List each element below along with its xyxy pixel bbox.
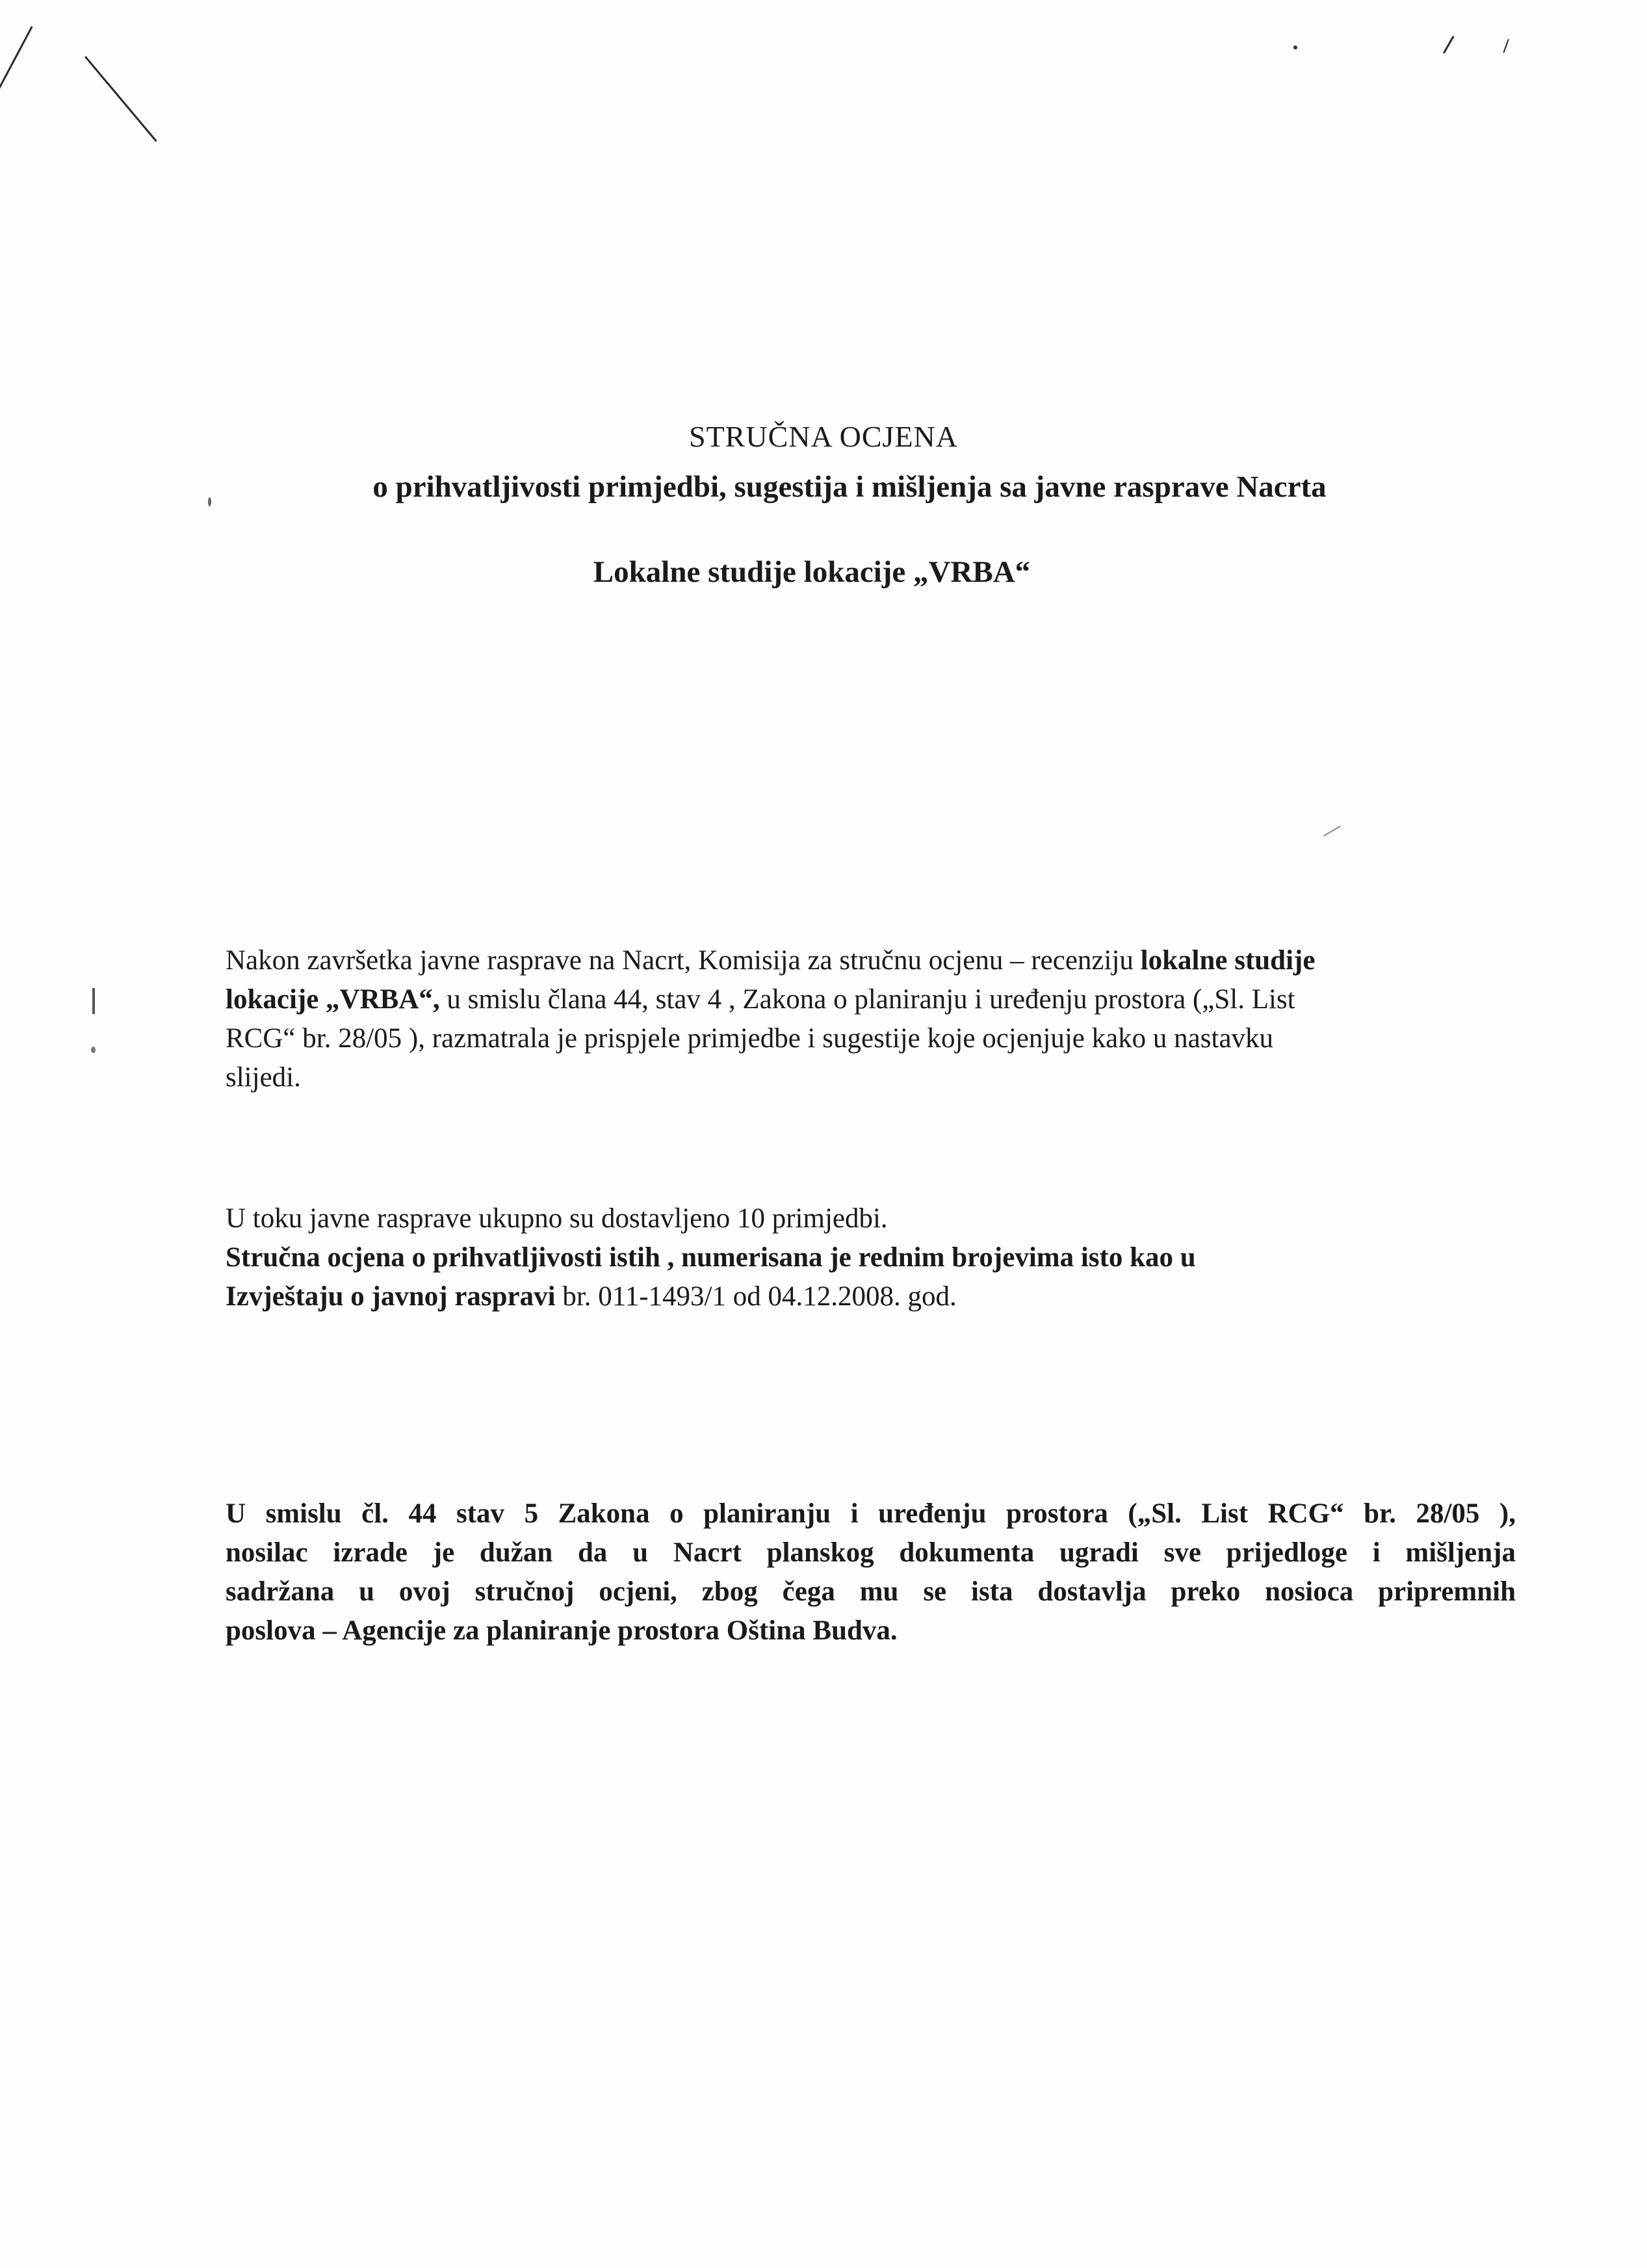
paragraph-objections-count xyxy=(226,1199,1519,1316)
paragraph-line: nosilac izrade je dužan da u Nacrt planskog dokumenta ugradi sve prijedloge i mišljenja xyxy=(226,1537,1516,1568)
scan-mark xyxy=(92,988,95,1014)
bold-text: Stručna ocjena o prihvatljivosti istih , numerisana je rednim brojevima isto kao u xyxy=(226,1242,1196,1273)
paragraph-line: poslova – Agencije za planiranje prostora Oština Budva. xyxy=(226,1615,898,1646)
paragraph-line xyxy=(226,1238,1519,1277)
scan-speck xyxy=(1293,46,1297,49)
bold-text: Izvještaju o javnoj raspravi xyxy=(226,1281,556,1312)
bold-text: lokalne studije xyxy=(1140,945,1316,976)
scan-mark xyxy=(1443,36,1455,53)
scan-mark xyxy=(1323,826,1341,837)
paragraph-line: U smislu čl. 44 stav 5 Zakona o planiranju i uređenju prostora („Sl. List RCG“ br. 28/05 ), xyxy=(226,1498,1516,1529)
scan-speck xyxy=(91,1047,96,1053)
scan-mark xyxy=(1503,39,1509,53)
paragraph-line xyxy=(226,1277,1519,1316)
scan-mark xyxy=(84,56,157,142)
paragraph-obligation xyxy=(226,1494,1516,1650)
paragraph-line: U toku javne rasprave ukupno su dostavljeno 10 primjedbi. xyxy=(226,1203,888,1234)
document-subtitle-line1: o prihvatljivosti primjedbi, sugestija i mišljenja sa javne rasprave Nacrta xyxy=(372,470,1327,504)
document-subtitle-line2: Lokalne studije lokacije „VRBA“ xyxy=(593,555,1031,589)
bold-text: lokacije „VRBA“, xyxy=(226,984,440,1015)
scan-mark xyxy=(0,26,33,96)
document-title: STRUČNA OCJENA xyxy=(688,420,958,453)
paragraph-line xyxy=(226,941,1519,980)
text-span: Nakon završetka javne rasprave na Nacrt, Komisija za stručnu ocjenu – recenziju xyxy=(226,945,1141,976)
paragraph-commission-review xyxy=(226,941,1519,1097)
paragraph-line: slijedi. xyxy=(226,1062,301,1093)
paragraph-line: sadržana u ovoj stručnoj ocjeni, zbog čega mu se ista dostavlja preko nosioca pripremnih xyxy=(226,1576,1516,1607)
text-span: br. 011-1493/1 od 04.12.2008. god. xyxy=(555,1281,957,1312)
paragraph-line xyxy=(226,980,1519,1019)
text-span: u smislu člana 44, stav 4 , Zakona o planiranju i uređenju prostora („Sl. List xyxy=(439,984,1295,1015)
paragraph-line: RCG“ br. 28/05 ), razmatrala je prispjele primjedbe i sugestije koje ocjenjuje kako u nastavku xyxy=(226,1023,1274,1054)
